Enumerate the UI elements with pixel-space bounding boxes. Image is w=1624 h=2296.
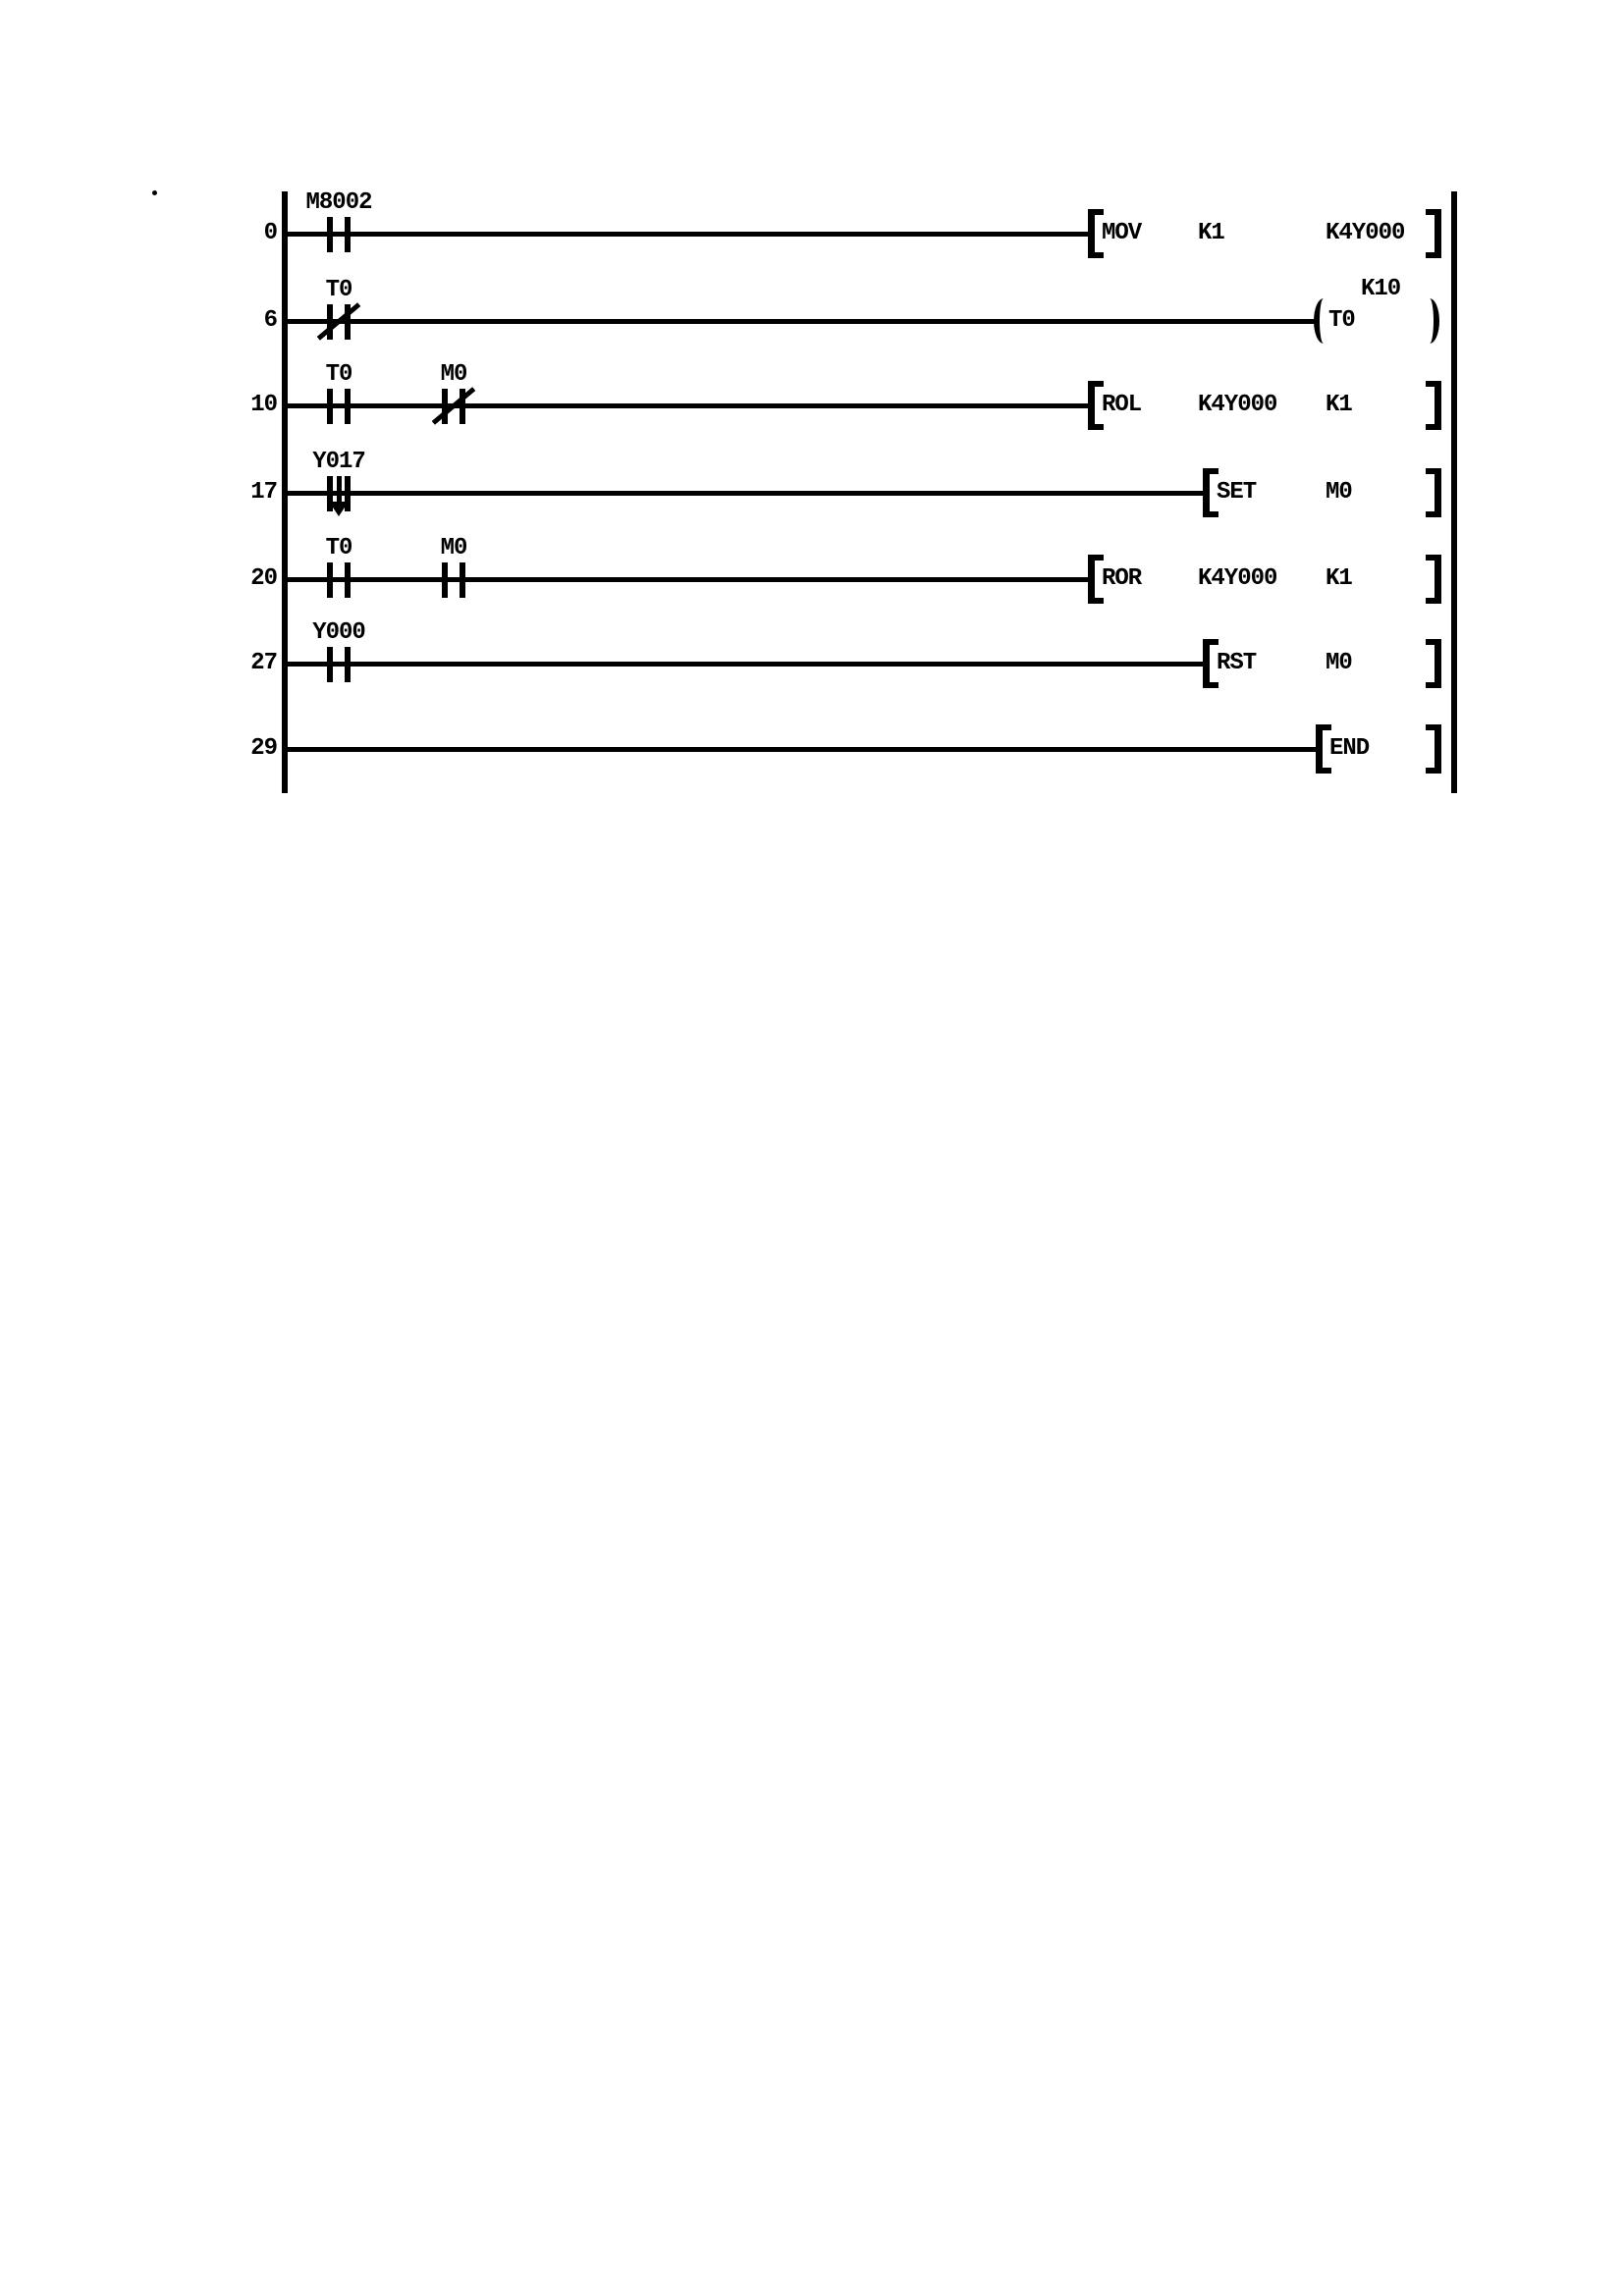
instruction-arg2: K4Y000 xyxy=(1326,220,1405,246)
nc-contact-bar xyxy=(442,389,448,424)
instruction-op: ROR xyxy=(1102,565,1142,592)
instruction-op: ROL xyxy=(1102,392,1142,418)
rung-wire xyxy=(285,662,1203,667)
rung-wire xyxy=(285,403,1090,408)
rung-number: 6 xyxy=(263,307,277,334)
no-contact-bar xyxy=(345,389,351,424)
no-contact-bar xyxy=(345,562,351,598)
instruction-close-bracket xyxy=(1426,724,1441,774)
rung-number: 17 xyxy=(250,479,277,506)
no-contact-bar xyxy=(345,647,351,682)
instruction-close-bracket xyxy=(1426,639,1441,688)
instruction-arg2: K1 xyxy=(1326,565,1352,592)
rung-wire xyxy=(285,747,1316,752)
rung-number: 29 xyxy=(250,735,277,762)
contact-label: Y000 xyxy=(312,619,365,646)
instruction-op: END xyxy=(1329,735,1370,762)
no-contact-bar xyxy=(327,647,333,682)
instruction-close-bracket xyxy=(1426,381,1441,430)
no-contact-bar xyxy=(327,562,333,598)
instruction-arg2: K1 xyxy=(1326,392,1352,418)
contact-label: M0 xyxy=(440,535,467,561)
no-contact-bar xyxy=(345,217,351,252)
coil-device: T0 xyxy=(1328,307,1355,334)
rung-number: 20 xyxy=(250,565,277,592)
rung-wire xyxy=(285,491,1203,496)
instruction-op: MOV xyxy=(1102,220,1142,246)
coil-close-paren xyxy=(1420,298,1439,344)
contact-label: T0 xyxy=(325,361,352,388)
instruction-close-bracket xyxy=(1426,468,1441,517)
contact-label: T0 xyxy=(325,535,352,561)
falling-edge-arrow xyxy=(337,476,342,505)
contact-label: T0 xyxy=(325,277,352,303)
nc-contact-bar xyxy=(327,304,333,340)
contact-label: M0 xyxy=(440,361,467,388)
no-contact-bar xyxy=(327,389,333,424)
instruction-arg1: K4Y000 xyxy=(1198,565,1277,592)
no-contact-bar xyxy=(442,562,448,598)
instruction-arg1: M0 xyxy=(1326,650,1352,676)
instruction-close-bracket xyxy=(1426,209,1441,258)
contact-label: M8002 xyxy=(305,189,372,216)
falling-edge-arrow-head xyxy=(329,502,349,516)
no-contact-bar xyxy=(327,217,333,252)
instruction-close-bracket xyxy=(1426,555,1441,604)
instruction-arg1: K4Y000 xyxy=(1198,392,1277,418)
instruction-op: RST xyxy=(1217,650,1257,676)
instruction-arg1: M0 xyxy=(1326,479,1352,506)
rung-number: 27 xyxy=(250,650,277,676)
coil-preset: K10 xyxy=(1361,276,1401,302)
stray-dot xyxy=(152,190,157,195)
right-power-rail xyxy=(1451,191,1457,793)
rung-wire xyxy=(285,577,1090,582)
rung-number: 10 xyxy=(250,392,277,418)
rung-wire xyxy=(285,319,1316,324)
rung-wire xyxy=(285,232,1090,237)
instruction-arg1: K1 xyxy=(1198,220,1224,246)
rung-number: 0 xyxy=(263,220,277,246)
no-contact-bar xyxy=(460,562,465,598)
instruction-op: SET xyxy=(1217,479,1257,506)
contact-label: Y017 xyxy=(312,449,365,475)
